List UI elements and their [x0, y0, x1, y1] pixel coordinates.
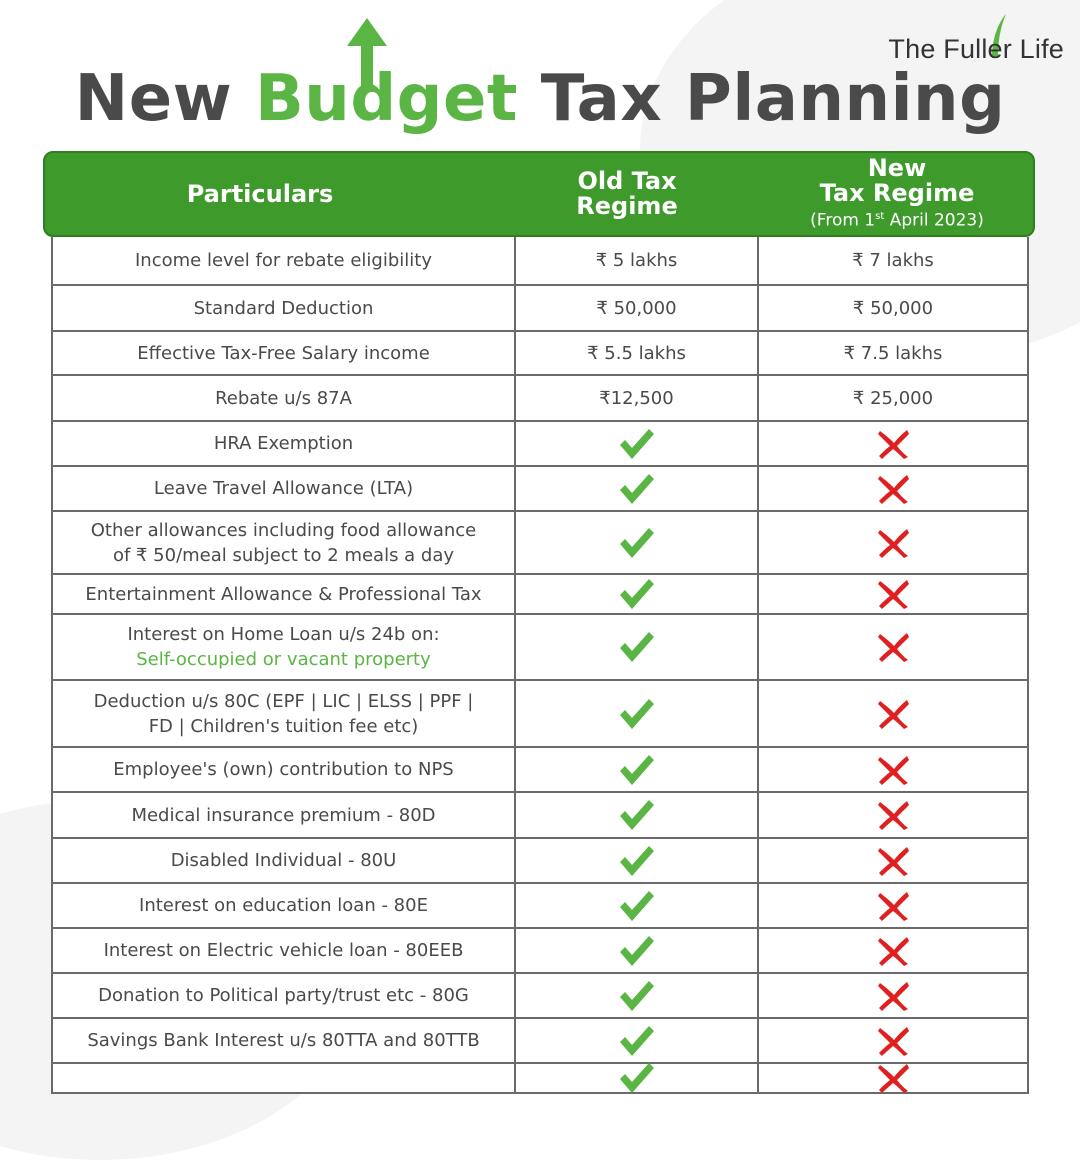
table-row	[53, 286, 1027, 332]
row-label: Medical insurance premium - 80D	[131, 804, 436, 826]
row-particular	[53, 748, 516, 791]
row-particular	[53, 1019, 516, 1062]
check-icon	[516, 1064, 759, 1092]
page-title	[0, 62, 1080, 136]
row-particular	[53, 422, 516, 465]
table-row	[53, 1019, 1027, 1064]
new-value: ₹ 25,000	[852, 387, 934, 409]
check-icon	[516, 512, 759, 573]
table-row	[53, 884, 1027, 929]
cross-icon	[759, 615, 1027, 679]
table-row	[53, 748, 1027, 793]
row-particular	[53, 681, 516, 746]
new-value: ₹ 50,000	[852, 297, 934, 319]
table-row	[53, 332, 1027, 376]
table-row	[53, 376, 1027, 422]
old-value: ₹ 5.5 lakhs	[516, 332, 759, 374]
row-particular	[53, 332, 516, 374]
header-new-subtitle: (From 1st April 2023)	[810, 210, 984, 231]
row-label: Effective Tax-Free Salary income	[137, 342, 430, 364]
row-label: Interest on Electric vehicle loan - 80EEB	[103, 940, 464, 961]
row-label: Entertainment Allowance & Professional Tax	[85, 583, 482, 605]
row-label: Rebate u/s 87A	[215, 387, 352, 409]
cross-icon	[759, 681, 1027, 746]
table-row	[53, 467, 1027, 512]
row-particular	[53, 512, 516, 573]
row-label: Income level for rebate eligibility	[135, 250, 432, 271]
table-row	[53, 681, 1027, 748]
brand-logo: The Fuller Life	[888, 34, 1064, 64]
header-old-line2: Regime	[576, 192, 678, 220]
cross-icon	[759, 748, 1027, 791]
check-icon	[516, 575, 759, 613]
row-particular	[53, 884, 516, 927]
check-icon	[516, 884, 759, 927]
check-icon	[516, 422, 759, 465]
table-row	[53, 615, 1027, 681]
row-particular	[53, 615, 516, 679]
check-icon	[516, 929, 759, 972]
check-icon	[516, 681, 759, 746]
table-row	[53, 839, 1027, 884]
header-particulars	[45, 153, 475, 235]
row-particular	[53, 575, 516, 613]
cross-icon	[759, 512, 1027, 573]
check-icon	[516, 1019, 759, 1062]
row-label: Disabled Individual - 80U	[170, 850, 397, 871]
row-label: Interest on education loan - 80E	[139, 895, 428, 916]
check-icon	[516, 839, 759, 882]
row-label: Savings Bank Interest u/s 80TTA and 80TTB	[87, 1030, 480, 1051]
cross-icon	[759, 884, 1027, 927]
check-icon	[516, 748, 759, 791]
header-new-regime	[759, 153, 1035, 235]
row-particular	[53, 839, 516, 882]
row-label: Donation to Political party/trust etc - 80G	[98, 985, 469, 1006]
row-label: HRA Exemption	[213, 433, 354, 454]
cross-icon	[759, 467, 1027, 510]
row-particular	[53, 467, 516, 510]
table-row	[53, 793, 1027, 839]
row-label-line2: FD | Children's tuition fee etc)	[148, 715, 419, 737]
table-header	[43, 151, 1035, 237]
old-value: ₹ 50,000	[516, 286, 759, 330]
header-old-line1: Old Tax	[577, 167, 677, 195]
row-particular	[53, 929, 516, 972]
row-label-line2: of ₹ 50/meal subject to 2 meals a day	[112, 544, 455, 566]
cross-icon	[759, 929, 1027, 972]
row-particular	[53, 376, 516, 420]
title-part-2: Tax Planning	[517, 62, 1006, 136]
table-row	[53, 575, 1027, 615]
row-label: Deduction u/s 80C (EPF | LIC | ELSS | PPF |	[93, 690, 474, 712]
row-particular	[53, 793, 516, 837]
table-row	[53, 929, 1027, 974]
header-particulars-label: Particulars	[186, 179, 334, 208]
header-new-line1: New	[867, 154, 927, 183]
title-part-1: New	[74, 62, 255, 136]
title-accent: Budget	[255, 62, 518, 136]
check-icon	[516, 793, 759, 837]
row-label: Other allowances including food allowance	[90, 519, 477, 541]
cross-icon	[759, 575, 1027, 613]
new-value: ₹ 7.5 lakhs	[843, 342, 943, 364]
row-label: Interest on Home Loan u/s 24b on:	[127, 624, 440, 645]
cross-icon	[759, 974, 1027, 1017]
cross-icon	[759, 1064, 1027, 1092]
row-label: Employee's (own) contribution to NPS	[113, 759, 454, 780]
old-value: ₹ 5 lakhs	[516, 237, 759, 284]
table-row	[53, 422, 1027, 467]
cross-icon	[759, 1019, 1027, 1062]
cross-icon	[759, 422, 1027, 465]
row-particular	[53, 237, 516, 284]
row-particular	[53, 286, 516, 330]
row-label: Standard Deduction	[193, 297, 374, 319]
old-value: ₹12,500	[516, 376, 759, 420]
row-particular	[53, 1064, 516, 1092]
cross-icon	[759, 839, 1027, 882]
check-icon	[516, 974, 759, 1017]
row-particular	[53, 974, 516, 1017]
check-icon	[516, 467, 759, 510]
new-value: ₹ 7 lakhs	[852, 250, 934, 271]
table-row	[53, 512, 1027, 575]
row-label: Leave Travel Allowance (LTA)	[153, 478, 414, 499]
header-old-regime	[515, 153, 739, 235]
header-new-line2: Tax Regime	[819, 179, 975, 208]
table-row	[53, 974, 1027, 1019]
check-icon	[516, 615, 759, 679]
comparison-table	[51, 237, 1029, 1094]
table-row	[53, 1064, 1027, 1094]
cross-icon	[759, 793, 1027, 837]
table-row	[53, 237, 1027, 286]
row-label-highlight: Self-occupied or vacant property	[136, 649, 431, 670]
